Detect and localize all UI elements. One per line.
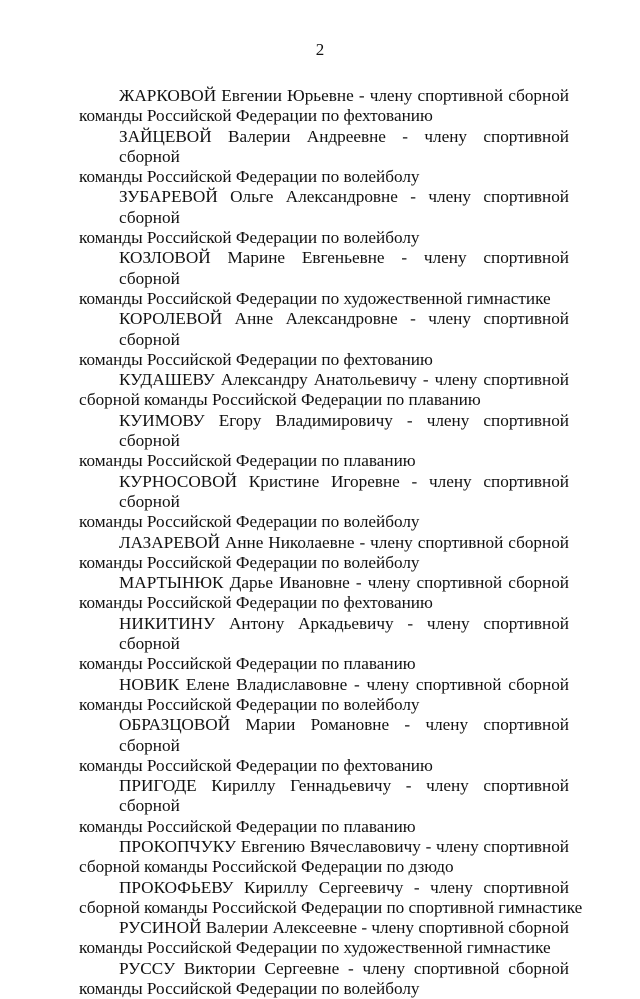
- entry-name-line: КУИМОВУ Егору Владимировичу - члену спортивной сборной: [119, 410, 569, 451]
- list-item: [79, 573, 569, 614]
- entry-team-line: команды Российской Федерации по волейболу: [79, 512, 420, 532]
- entry-name-line: РУСИНОЙ Валерии Алексеевне - члену спортивной сборной: [119, 918, 569, 938]
- entry-team-line: команды Российской Федерации по плаванию: [79, 451, 416, 471]
- list-item: [79, 837, 569, 878]
- entry-name-line: РУССУ Виктории Сергеевне - члену спортивной сборной: [119, 958, 569, 978]
- list-item: [79, 370, 569, 411]
- entry-name-line: ПРОКОФЬЕВУ Кириллу Сергеевичу - члену спортивной: [119, 877, 569, 897]
- entry-team-line: сборной команды Российской Федерации по плаванию: [79, 390, 481, 410]
- entry-team-line: команды Российской Федерации по волейболу: [79, 979, 420, 999]
- entry-name-line: НОВИК Елене Владиславовне - члену спортивной сборной: [119, 674, 569, 694]
- entry-name-line: КОРОЛЕВОЙ Анне Александровне - члену спортивной сборной: [119, 309, 569, 349]
- list-item: [79, 918, 569, 959]
- list-item: [79, 127, 569, 188]
- entry-name-line: ЗУБАРЕВОЙ Ольге Александровне - члену спортивной сборной: [119, 187, 569, 227]
- list-item: [79, 959, 569, 999]
- list-item: [79, 309, 569, 370]
- entry-name-line: ЖАРКОВОЙ Евгении Юрьевне - члену спортивной сборной: [119, 86, 569, 105]
- entry-team-line: команды Российской Федерации по волейболу: [79, 167, 420, 187]
- entry-name-line: КОЗЛОВОЙ Марине Евгеньевне - члену спортивной сборной: [119, 248, 569, 288]
- list-item: [79, 472, 569, 533]
- list-item: [79, 877, 583, 919]
- list-item: [79, 675, 569, 716]
- entry-team-line: команды Российской Федерации по плаванию: [79, 816, 416, 836]
- entry-team-line: команды Российской Федерации по волейболу: [79, 552, 420, 572]
- list-item: [79, 187, 569, 248]
- entry-name-line: МАРТЫНЮК Дарье Ивановне - члену спортивной сборной: [119, 573, 569, 593]
- entry-name-line: КУРНОСОВОЙ Кристине Игоревне - члену спортивной сборной: [119, 471, 569, 511]
- entry-team-line: команды Российской Федерации по волейболу: [79, 228, 420, 248]
- entry-team-line: сборной команды Российской Федерации по спортивной гимнастике: [79, 897, 583, 917]
- entry-name-line: ОБРАЗЦОВОЙ Марии Романовне - члену спортивной сборной: [119, 715, 569, 755]
- entry-team-line: команды Российской Федерации по художественной гимнастике: [79, 938, 551, 958]
- entry-team-line: команды Российской Федерации по волейболу: [79, 694, 420, 714]
- award-entries-list: [79, 86, 583, 999]
- list-item: [79, 248, 569, 309]
- entry-name-line: ПРОКОПЧУКУ Евгению Вячеславовичу - члену спортивной: [119, 836, 569, 856]
- entry-name-line: НИКИТИНУ Антону Аркадьевичу - члену спортивной сборной: [119, 613, 569, 654]
- list-item: [79, 715, 569, 776]
- entry-team-line: команды Российской Федерации по фехтованию: [79, 755, 433, 775]
- entry-name-line: ЗАЙЦЕВОЙ Валерии Андреевне - члену спортивной сборной: [119, 126, 569, 166]
- list-item: [79, 86, 569, 127]
- page-number: 2: [315, 40, 325, 59]
- entry-name-line: ЛАЗАРЕВОЙ Анне Николаевне - члену спортивной сборной: [119, 532, 569, 552]
- list-item: [79, 411, 569, 472]
- list-item: [79, 614, 569, 675]
- list-item: [79, 776, 569, 837]
- entry-name-line: ПРИГОДЕ Кириллу Геннадьевичу - члену спортивной сборной: [119, 776, 569, 816]
- entry-team-line: команды Российской Федерации по художественной гимнастике: [79, 288, 551, 308]
- entry-team-line: команды Российской Федерации по фехтованию: [79, 593, 433, 613]
- entry-team-line: сборной команды Российской Федерации по дзюдо: [79, 857, 454, 877]
- entry-name-line: КУДАШЕВУ Александру Анатольевичу - члену спортивной: [119, 370, 569, 390]
- list-item: [79, 533, 569, 574]
- entry-team-line: команды Российской Федерации по фехтованию: [79, 106, 433, 126]
- entry-team-line: команды Российской Федерации по плаванию: [79, 654, 416, 674]
- entry-team-line: команды Российской Федерации по фехтованию: [79, 349, 433, 369]
